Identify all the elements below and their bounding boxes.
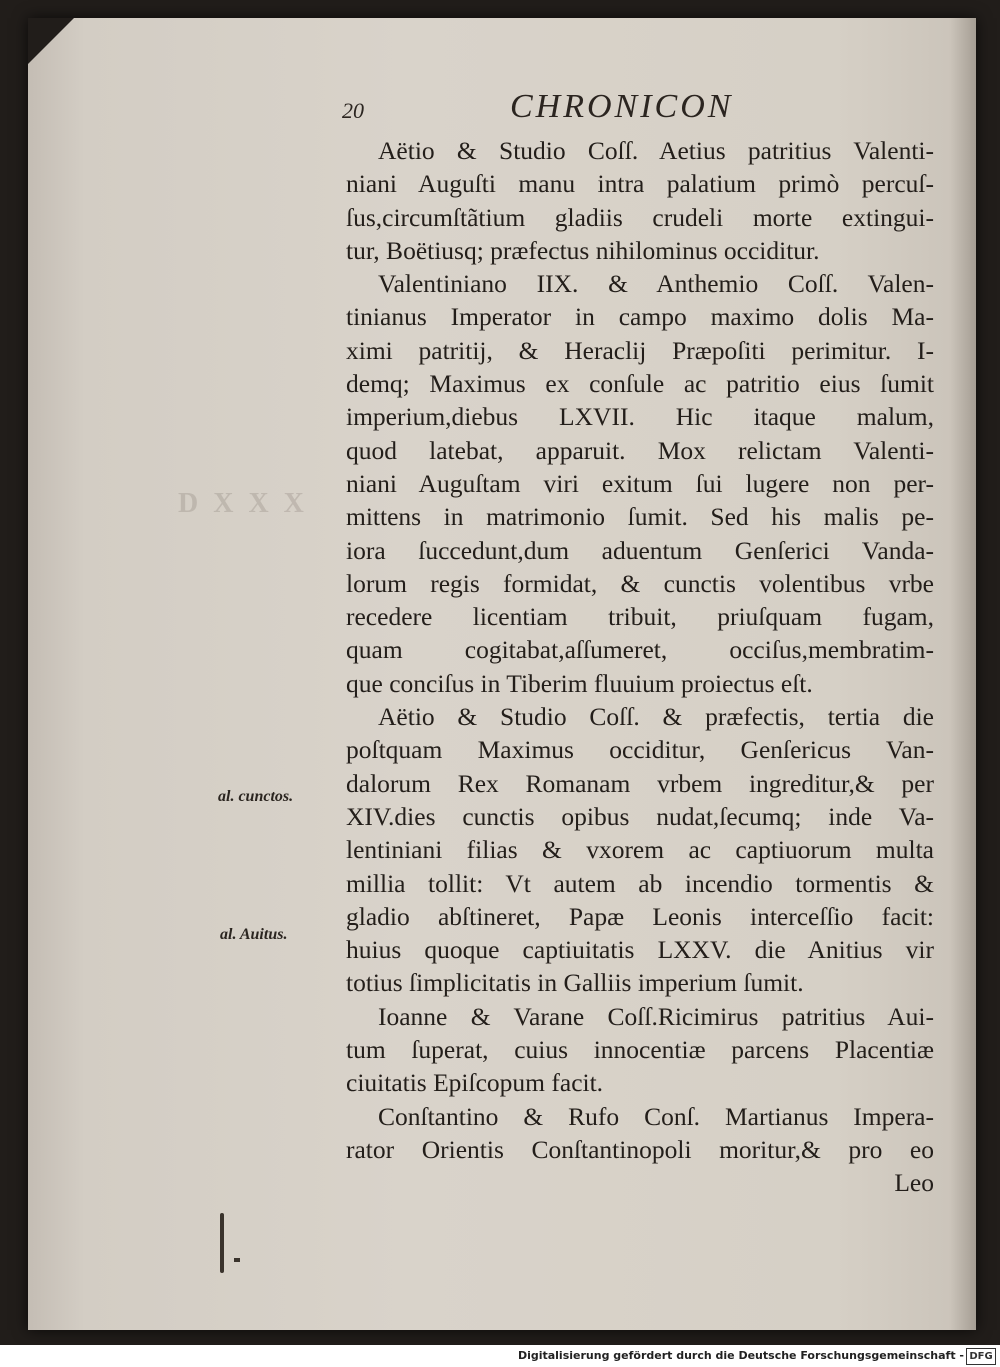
- page-number: 20: [342, 98, 364, 123]
- text-line: XIV.dies cunctis opibus nudat,ſecumq; inde Va-: [346, 801, 934, 831]
- text-line: imperium,diebus LXVII. Hic itaque malum,: [346, 402, 934, 432]
- text-line: ciuitatis Epiſcopum facit.: [346, 1068, 604, 1098]
- dfg-logo-icon: DFG: [966, 1348, 996, 1365]
- catchword: Leo: [894, 1168, 934, 1198]
- book-page: [28, 18, 976, 1330]
- text-line: iora ſuccedunt,dum aduentum Genſerici Vanda-: [346, 535, 934, 565]
- body-text: [346, 134, 934, 1200]
- text-line: ſus,circumſtãtium gladiis crudeli morte extingui-: [346, 202, 934, 232]
- text-line: Aëtio & Studio Coſſ. & præfectis, tertia die: [378, 702, 934, 732]
- text-line: tur, Boëtiusq; præfectus nihilominus occiditur.: [346, 235, 820, 265]
- pencil-mark: [220, 1213, 224, 1273]
- pencil-dot: [234, 1258, 240, 1262]
- text-line: dalorum Rex Romanam vrbem ingreditur,& per: [346, 768, 934, 798]
- text-line: millia tollit: Vt autem ab incendio tormentis &: [346, 868, 934, 898]
- text-line: rator Orientis Conſtantinopoli moritur,& pro eo: [346, 1134, 934, 1164]
- text-line: Aëtio & Studio Coſſ. Aetius patritius Valenti-: [378, 136, 934, 165]
- text-line: ximi patritij, & Heraclij Præpoſiti perimitur. I-: [346, 335, 934, 365]
- text-line: niani Auguſti manu intra palatium primò percuſ-: [346, 169, 934, 199]
- text-line: niani Auguſtam viri exitum ſui lugere non per-: [346, 468, 934, 498]
- text-line: Ioanne & Varane Coſſ.Ricimirus patritius Aui-: [378, 1001, 934, 1031]
- margin-note-cunctos: al. cunctos.: [218, 788, 294, 805]
- text-line: Conſtantino & Rufo Conſ. Martianus Impera-: [378, 1101, 934, 1131]
- margin-note-auitus: al. Auitus.: [220, 926, 288, 943]
- text-line: gladio abſtineret, Papæ Leonis interceſſio facit:: [346, 901, 934, 931]
- page-header: [342, 88, 942, 136]
- show-through-bleed: D X X X: [178, 488, 308, 519]
- dog-ear-corner: [28, 18, 74, 64]
- running-title: CHRONICON: [510, 88, 734, 125]
- text-line: tinianus Imperator in campo maximo dolis Ma-: [346, 302, 934, 332]
- text-line: tum ſuperat, cuius innocentiæ parcens Placentiæ: [346, 1035, 934, 1065]
- page-spine-shadow: [950, 18, 976, 1330]
- text-line: lentiniani filias & vxorem ac captiuorum multa: [346, 835, 934, 865]
- digitization-footer: [0, 1345, 1000, 1367]
- text-line: lorum regis formidat, & cunctis volentibus vrbe: [346, 568, 934, 598]
- text-line: huius quoque captiuitatis LXXV. die Anitius vir: [346, 935, 934, 965]
- text-line: quam cogitabat,aſſumeret, occiſus,membratim-: [346, 635, 934, 665]
- text-line: que conciſus in Tiberim fluuium proiectus eſt.: [346, 668, 813, 698]
- text-line: quod latebat, apparuit. Mox relictam Valenti-: [346, 435, 934, 465]
- text-line: Valentiniano IIX. & Anthemio Coſſ. Valen-: [378, 269, 934, 299]
- text-line: demq; Maximus ex conſule ac patritio eius ſumit: [346, 369, 934, 399]
- text-line: totius ſimplicitatis in Galliis imperium ſumit.: [346, 968, 804, 998]
- text-line: poſtquam Maximus occiditur, Genſericus Van-: [346, 735, 934, 765]
- text-line: recedere licentiam tribuit, priuſquam fugam,: [346, 602, 934, 632]
- text-line: mittens in matrimonio ſumit. Sed his malis pe-: [346, 502, 934, 532]
- footer-credit: Digitalisierung gefördert durch die Deutsche Forschungsgemeinschaft -: [517, 1349, 964, 1362]
